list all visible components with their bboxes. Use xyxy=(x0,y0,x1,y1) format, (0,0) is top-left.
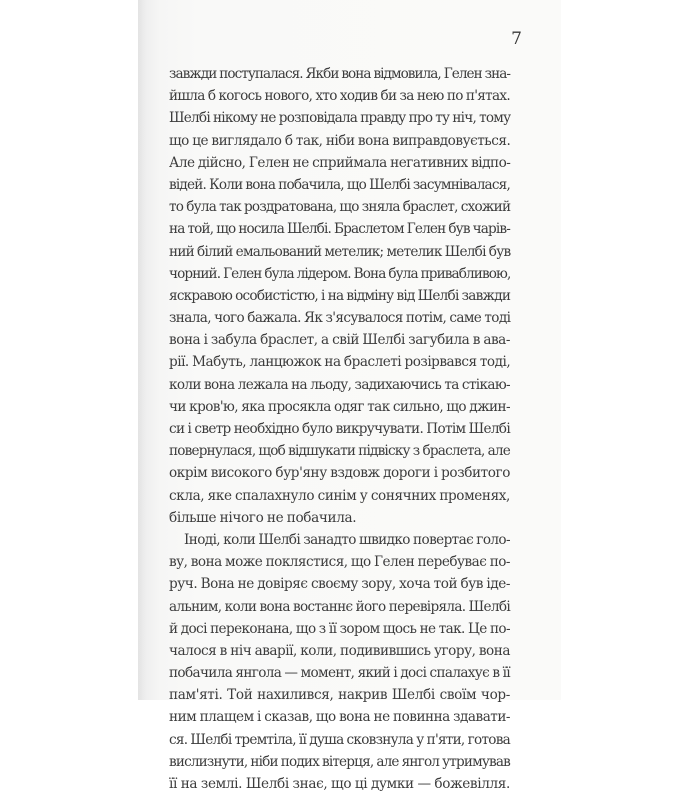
text-line: й досі переконана, що з її зором щось не так. Це по- xyxy=(169,620,510,637)
text-line: ний білий емальований метелик; метелик Шелбі був xyxy=(169,243,511,260)
text-line: що це виглядало б так, ніби вона виправдовується. xyxy=(169,132,511,149)
text-line: коли вона лежала на льоду, задихаючись та стікаю- xyxy=(169,376,510,393)
text-line: її на землі. Шелбі знає, що ці думки — божевілля. xyxy=(169,776,510,792)
text-line: вона і забула браслет, а свій Шелбі загубила в ава- xyxy=(169,332,510,349)
text-line: чорний. Гелен була лідером. Вона була привабливою, xyxy=(169,265,511,282)
text-line: завжди поступалася. Якби вона відмовила, Гелен зна- xyxy=(169,66,510,82)
text-line: руч. Вона не довіряє своєму зору, хоча той був іде- xyxy=(169,576,510,593)
text-line: альним, коли вона востаннє його перевіряла. Шелбі xyxy=(169,598,510,615)
text-line: Шелбі нікому не розповідала правду про ту ніч, тому xyxy=(169,110,511,127)
text-line: відей. Коли вона побачила, що Шелбі засумнівалася, xyxy=(169,176,510,193)
text-line: яскравою особистістю, і на відміну від Шелбі завжди xyxy=(169,287,511,304)
text-line: си і светр необхідно було викручувати. Потім Шелбі xyxy=(169,421,510,437)
text-line: ним плащем і сказав, що вона не повинна здавати- xyxy=(169,709,510,726)
text-line: окрім високого бур'яну вздовж дороги і розбитого xyxy=(169,465,510,482)
text-line: ву, вона може поклястися, що Гелен перебуває по- xyxy=(169,554,510,571)
text-line: знала, чого бажала. Як з'ясувалося потім, саме тоді xyxy=(169,310,511,327)
text-line: йшла б когось нового, хто ходив би за нею по п'ятах. xyxy=(169,88,510,105)
text-line: чи кров'ю, яка просякла одяг так сильно, що джин- xyxy=(169,398,511,415)
text-line: побачила янгола — момент, який і досі спалахує в її xyxy=(169,665,510,682)
book-page xyxy=(138,0,561,792)
text-line: Але дійсно, Гелен не сприймала негативних відпо- xyxy=(169,154,511,171)
text-line: скла, яке спалахнуло синім у сонячних променях, xyxy=(169,487,510,504)
text-line: більше нічого не побачила. xyxy=(169,509,357,526)
text-line: повернулася, щоб відшукати підвіску з браслета, але xyxy=(169,443,510,460)
body-text xyxy=(169,63,510,795)
text-line: то була так роздратована, що зняла браслет, схожий xyxy=(169,199,511,216)
text-line: вислизнути, ніби подих вітерця, але янгол утримував xyxy=(169,753,510,770)
text-line: на той, що носила Шелбі. Браслетом Гелен був чарів- xyxy=(169,221,510,238)
text-line: рії. Мабуть, ланцюжок на браслеті розірвався тоді, xyxy=(169,354,511,371)
text-line: пам'яті. Той нахилився, накрив Шелбі своїм чор- xyxy=(169,687,510,704)
page-number: 7 xyxy=(511,29,522,49)
text-line: ся. Шелбі тремтіла, її душа сковзнула у п'яти, готова xyxy=(169,731,511,748)
text-line: Іноді, коли Шелбі занадто швидко повертає голо- xyxy=(184,531,510,548)
text-line: чалося в ніч аварії, коли, подивившись угору, вона xyxy=(169,642,510,659)
